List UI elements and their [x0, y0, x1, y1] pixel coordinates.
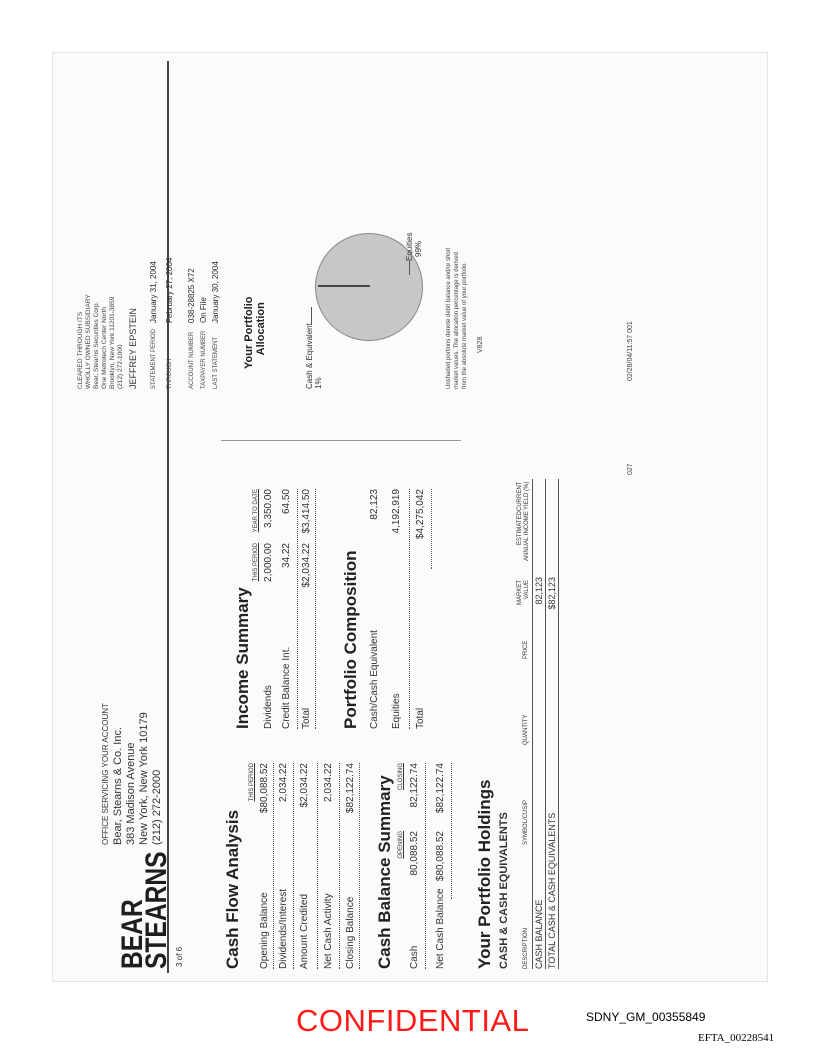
cb-net-opening: $80,088.52 [435, 831, 446, 882]
cb-net-label: Net Cash Balance [435, 888, 446, 969]
cf-closing-label: Closing Balance [345, 896, 356, 969]
income-ytd-header: YEAR TO DATE [253, 489, 259, 533]
scanned-statement-page [52, 52, 768, 982]
bates-number: SDNY_GM_00355849 [586, 1010, 706, 1024]
divider [409, 489, 410, 729]
column-divider [221, 440, 461, 441]
allocation-title: Your Portfolio Allocation [243, 296, 267, 369]
office-address: OFFICE SERVICING YOUR ACCOUNT Bear, Stearns & Co. Inc. 383 Madison Avenue New York, New York 10179 (212) 272-2000 [101, 703, 163, 845]
divider [317, 763, 318, 969]
equities-leader-line [409, 261, 410, 275]
statement-period-label: STATEMENT PERIOD [151, 328, 157, 389]
col-price: PRICE [523, 640, 529, 659]
divider [545, 479, 546, 969]
last-statement-label: LAST STATEMENT [213, 336, 219, 389]
cf-net-value: 2,034.22 [323, 763, 334, 802]
cash-balance-title: Cash Balance Summary [375, 775, 394, 969]
confidential-stamp: CONFIDENTIAL [296, 1003, 530, 1038]
rotated-statement [53, 53, 767, 981]
composition-title: Portfolio Composition [341, 550, 360, 729]
allocation-equities-label: Equities 99% [405, 232, 423, 261]
income-dividends-label: Dividends [263, 685, 274, 729]
col-quantity: QUANTITY [523, 714, 529, 745]
income-dividends-period: 2,000.00 [263, 543, 274, 582]
allocation-note: Unshaded portions denote debit balance and/or short market values. The allocation percentage is derived from the absolute market value of your portfolio. [446, 247, 468, 389]
cf-credited-value: $2,034.22 [299, 763, 310, 808]
last-statement: January 30, 2004 [211, 261, 220, 323]
income-total-period: $2,034.22 [301, 543, 312, 588]
clearing-address: CLEARED THROUGH ITS WHOLLY OWNED SUBSIDIARY Bear, Stearns Securities Corp. One Metrotech Center North Brooklyn, New York 11201-3859 (212) 272-1000 [77, 294, 124, 389]
income-total-label: Total [301, 707, 312, 729]
divider [425, 763, 426, 969]
divider [359, 763, 360, 969]
col-annual-income: ESTIMATED ANNUAL INCOME [517, 511, 530, 561]
statement-period: January 31, 2004 [149, 261, 158, 323]
divider [273, 763, 274, 969]
footer-timestamp: 02/28/04/11:57 001 [627, 321, 634, 381]
cash-balance-closing-header: CLOSING [398, 763, 404, 791]
divider [293, 763, 294, 969]
cf-dividends-value: 2,034.22 [278, 763, 289, 802]
cf-credited-label: Amount Credited [299, 893, 310, 969]
composition-total-value: $4,275,042 [415, 489, 426, 540]
divider [558, 479, 559, 969]
cb-cash-label: Cash [409, 945, 420, 969]
divider [532, 479, 533, 969]
total-cash-row: TOTAL CASH & CASH EQUIVALENTS [547, 812, 557, 969]
through-label: THROUGH [167, 358, 173, 389]
bear-stearns-logo: BEAR STEARNS [116, 851, 173, 969]
col-description: DESCRIPTION [523, 927, 529, 969]
account-number: 038-28825 X72 [187, 268, 196, 323]
income-period-header: THIS PERIOD [253, 543, 259, 582]
cb-cash-closing: 82,122.74 [409, 763, 420, 808]
client-name: JEFFREY EPSTEIN [128, 308, 138, 389]
income-credit-label: Credit Balance Int. [281, 646, 292, 729]
cf-net-label: Net Cash Activity [323, 893, 334, 969]
composition-total-label: Total [415, 707, 426, 729]
through-date: February 27, 2004 [165, 257, 174, 323]
holdings-title: Your Portfolio Holdings [475, 779, 494, 969]
allocation-code: V828 [477, 336, 484, 353]
header-rule [167, 61, 169, 973]
divider [297, 489, 298, 729]
income-total-ytd: $3,414.50 [301, 489, 312, 534]
divider [339, 763, 340, 969]
col-current-yield: CURRENT YIELD (%) [517, 481, 530, 511]
cf-closing-value: $82,122.74 [345, 763, 356, 814]
cf-opening-label: Opening Balance [259, 892, 270, 969]
footer-code: 027 [627, 463, 634, 475]
divider [431, 489, 432, 569]
composition-cash-label: Cash/Cash Equivalent [369, 630, 380, 729]
efta-number: EFTA_00228541 [698, 1032, 775, 1044]
cash-balance-value: 82,123 [534, 577, 544, 605]
cash-flow-title: Cash Flow Analysis [223, 809, 242, 969]
account-label: ACCOUNT NUMBER [189, 331, 195, 389]
cash-leader-line [311, 307, 312, 325]
cb-cash-opening: 80,088.52 [409, 831, 420, 876]
divider [451, 763, 452, 899]
composition-cash-value: 82,123 [369, 489, 380, 520]
cf-opening-value: $80,088.52 [259, 763, 270, 814]
cash-flow-col-header: THIS PERIOD [249, 763, 255, 802]
composition-equities-value: 4,192,919 [391, 489, 402, 534]
cash-balance-row: CASH BALANCE [534, 899, 544, 969]
composition-equities-label: Equities [391, 693, 402, 729]
page-number: 3 of 6 [175, 946, 184, 967]
allocation-cash-label: Cash & Equivalent 1% [305, 323, 323, 389]
income-title: Income Summary [233, 587, 252, 729]
col-market-value: MARKET VALUE [517, 579, 530, 605]
divider [315, 489, 316, 729]
taxpayer-number: On File [199, 297, 208, 323]
pie-slice-cash [318, 285, 370, 287]
income-dividends-ytd: 3,350.00 [263, 489, 274, 528]
holdings-subtitle: CASH & CASH EQUIVALENTS [498, 812, 510, 969]
taxpayer-label: TAXPAYER NUMBER [201, 330, 207, 389]
cf-dividends-label: Dividends/Interest [278, 888, 289, 969]
cb-net-closing: $82,122.74 [435, 763, 446, 814]
total-cash-value: $82,123 [547, 577, 557, 610]
cash-balance-opening-header: OPENING [398, 831, 404, 859]
income-credit-ytd: 64.50 [281, 489, 292, 515]
col-symbol: SYMBOL/CUSIP [523, 799, 529, 845]
income-credit-period: 34.22 [281, 543, 292, 569]
